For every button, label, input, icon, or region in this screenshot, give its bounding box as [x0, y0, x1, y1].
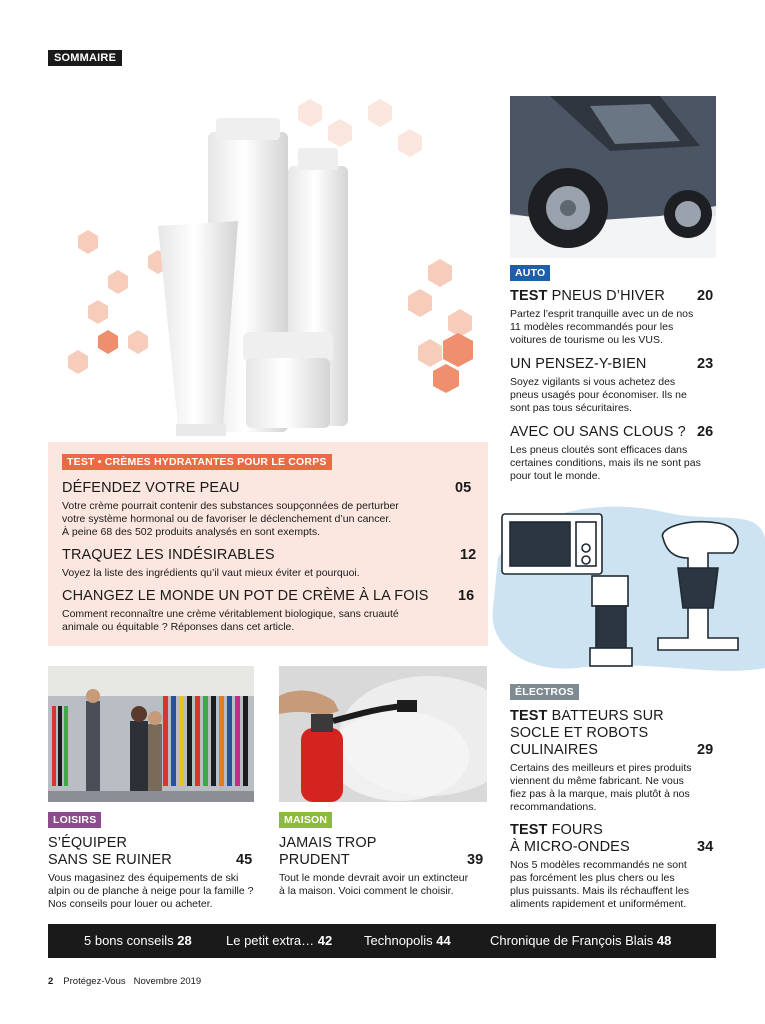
article-description: Comment reconnaître une crème véritablement biologique, sans cruauté animale ou équitable ? Réponses dans cet article.: [62, 608, 399, 633]
rubriques-bar: [48, 924, 716, 958]
page-number: 29: [697, 742, 714, 758]
article-description: Votre crème pourrait contenir des substances soupçonnées de perturber votre système hormonal ou de favoriser le déclenchement d’un cancer. À peine 68 des 502 produits analysés en sont exempts.: [62, 500, 399, 538]
rubrique-link[interactable]: Le petit extra… 42: [226, 933, 333, 948]
article-title[interactable]: TEST FOURS À MICRO-ONDES: [510, 822, 630, 855]
page-number: 34: [697, 839, 714, 855]
article-title[interactable]: TRAQUEZ LES INDÉSIRABLES: [62, 547, 275, 563]
article-title[interactable]: UN PENSEZ-Y-BIEN: [510, 356, 647, 372]
page-footer: [48, 976, 209, 987]
article-description: Partez l’esprit tranquille avec un de nos 11 modèles recommandés pour les voitures de tourisme ou les VUS.: [510, 308, 694, 346]
ski-shop-photo: [48, 666, 254, 802]
rubrique-link[interactable]: 5 bons conseils 28: [84, 933, 192, 948]
article-description: Soyez vigilants si vous achetez des pneus usagés pour économiser. Ils ne sont pas tous sécuritaires.: [510, 376, 687, 414]
page-number: 12: [460, 547, 477, 563]
article-description: Vous magasinez des équipements de ski alpin ou de planche à neige pour la famille ? Nos conseils pour louer ou acheter.: [48, 872, 254, 910]
appliances-illustration: [488, 498, 765, 678]
article-description: Les pneus cloutés sont efficaces dans certaines conditions, mais ils ne sont pas pour tout le monde.: [510, 444, 701, 482]
article-title[interactable]: DÉFENDEZ VOTRE PEAU: [62, 480, 240, 496]
article-title[interactable]: TEST PNEUS D’HIVER: [510, 288, 665, 304]
article-title[interactable]: S’ÉQUIPER SANS SE RUINER: [48, 835, 172, 868]
page-number: 20: [697, 288, 714, 304]
page-number: 45: [236, 852, 253, 868]
maison-tag: MAISON: [279, 812, 332, 828]
article-title[interactable]: CHANGEZ LE MONDE UN POT DE CRÈME À LA FOIS: [62, 588, 429, 604]
article-description: Tout le monde devrait avoir un extincteur à la maison. Voici comment le choisir.: [279, 872, 469, 897]
article-title[interactable]: AVEC OU SANS CLOUS ?: [510, 424, 686, 440]
rubrique-link[interactable]: Technopolis 44: [364, 933, 451, 948]
test-tag: TEST • CRÈMES HYDRATANTES POUR LE CORPS: [62, 454, 332, 470]
issue-date: Novembre 2019: [133, 976, 202, 987]
loisirs-tag: LOISIRS: [48, 812, 101, 828]
dossier-cremes-panel: [48, 442, 488, 646]
article-description: Certains des meilleurs et pires produits viennent du même fabricant. Ne vous fiez pas à la marque, mais plutôt à nos recommandations.: [510, 762, 692, 813]
article-title[interactable]: JAMAIS TROP PRUDENT: [279, 835, 377, 868]
magazine-name: Protégez-Vous: [63, 976, 126, 987]
article-description: Voyez la liste des ingrédients qu’il vaut mieux éviter et pourquoi.: [62, 567, 360, 579]
article-description: Nos 5 modèles recommandés ne sont pas forcément les plus chers ou les plus puissants. Mais ils réchauffent les aliments rapidement et uniformément.: [510, 859, 689, 910]
page-number: 23: [697, 356, 714, 372]
electros-tag: ÉLECTROS: [510, 684, 579, 700]
page-number: 05: [455, 480, 472, 496]
section-tag-sommaire: SOMMAIRE: [48, 50, 122, 66]
fire-extinguisher-photo: [279, 666, 487, 802]
page-number: 16: [458, 588, 475, 604]
article-title[interactable]: TEST BATTEURS SUR SOCLE ET ROBOTS CULINAIRES: [510, 708, 664, 758]
auto-tag: AUTO: [510, 265, 550, 281]
rubrique-link[interactable]: Chronique de François Blais 48: [490, 933, 672, 948]
folio: 2: [48, 976, 54, 987]
hero-image-cosmetics: [48, 96, 488, 442]
page-number: 39: [467, 852, 484, 868]
page-number: 26: [697, 424, 714, 440]
car-winter-tire-image: [510, 96, 716, 258]
